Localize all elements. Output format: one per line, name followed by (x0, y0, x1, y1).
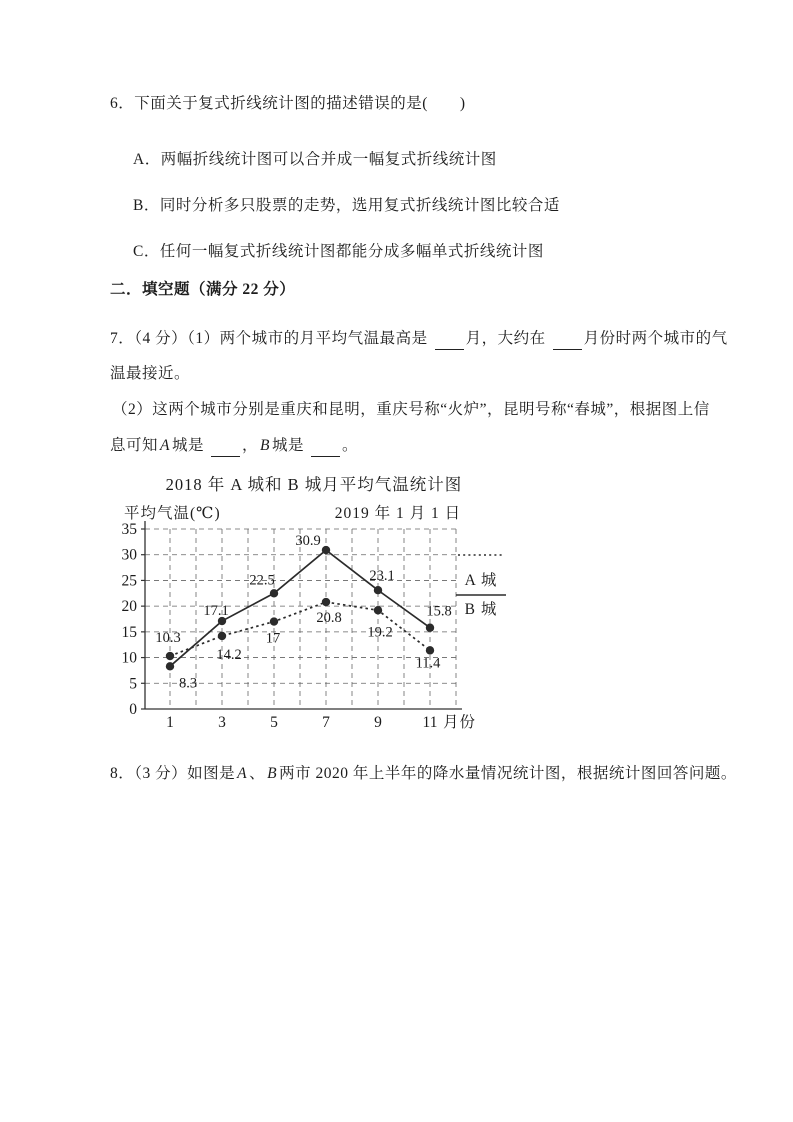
answer-blank (211, 441, 240, 458)
svg-text:10.3: 10.3 (155, 630, 181, 647)
q7p2-text-5: 。 (342, 437, 359, 454)
q8-text-3: 两市 2020 年上半年的降水量情况统计图，根据统计图回答问题。 (279, 765, 737, 782)
answer-blank (435, 334, 464, 351)
svg-text:14.2: 14.2 (216, 646, 242, 663)
answer-blank (311, 441, 340, 458)
q7p2-text-1: 息可知 (110, 437, 159, 454)
q8-text-2: 、 (249, 765, 266, 782)
q7-text-3: 月份时两个城市的气 (583, 330, 728, 347)
svg-text:9: 9 (374, 714, 382, 731)
svg-text:20: 20 (121, 598, 137, 616)
q7p2-text-3: ， (242, 437, 259, 454)
svg-text:19.2: 19.2 (367, 624, 393, 641)
chart-x-axis-label: 月份 (443, 714, 477, 731)
legend-label-city-b: B 城 (464, 601, 498, 618)
answer-blank (553, 334, 582, 351)
svg-text:30.9: 30.9 (295, 533, 321, 550)
question-6-option-b: B．同时分析多只股票的走势，选用复式折线统计图比较合适 (133, 197, 560, 214)
chart-plot-area (122, 521, 463, 731)
q7p2-text-2: 城是 (171, 437, 204, 454)
svg-text:8.3: 8.3 (178, 675, 198, 692)
question-6-option-c: C．任何一幅复式折线统计图都能分成多幅单式折线统计图 (133, 243, 544, 260)
svg-text:7: 7 (322, 714, 330, 731)
svg-text:25: 25 (121, 572, 137, 590)
chart-legend (456, 555, 506, 618)
chart-date-note: 2019 年 1 月 1 日 (334, 505, 462, 522)
svg-text:10: 10 (121, 649, 137, 667)
temperature-line-chart (100, 468, 580, 748)
legend-label-city-a: A 城 (464, 572, 498, 589)
chart-title: 2018 年 A 城和 B 城月平均气温统计图 (165, 475, 463, 494)
city-a-letter: A (160, 437, 170, 454)
section-2-header: 二．填空题（满分 22 分） (110, 281, 296, 298)
svg-text:23.1: 23.1 (369, 568, 395, 585)
svg-text:15: 15 (121, 623, 137, 641)
question-7-part-2-line-2 (110, 435, 358, 457)
q7p2-text-4: 城是 (271, 437, 304, 454)
svg-text:22.5: 22.5 (249, 572, 275, 589)
svg-text:35: 35 (121, 521, 137, 538)
q7-text-2: 月，大约在 (465, 330, 546, 347)
city-a-letter: A (237, 765, 248, 782)
svg-text:11: 11 (422, 714, 438, 731)
question-6-stem: 6．下面关于复式折线统计图的描述错误的是( ) (110, 95, 466, 112)
svg-text:3: 3 (218, 714, 226, 731)
svg-text:1: 1 (166, 714, 174, 731)
q8-text-1: 8．（3 分）如图是 (110, 765, 236, 782)
question-6-option-a: A．两幅折线统计图可以合并成一幅复式折线统计图 (133, 151, 497, 168)
svg-text:11.4: 11.4 (415, 655, 441, 672)
q7-text-1: 7．（4 分）（1）两个城市的月平均气温最高是 (110, 330, 428, 347)
svg-text:15.8: 15.8 (426, 603, 452, 620)
question-7-line-2: 温最接近。 (110, 365, 191, 382)
city-b-letter: B (260, 437, 270, 454)
svg-text:0: 0 (129, 701, 137, 718)
question-8-stem (110, 763, 737, 785)
svg-text:5: 5 (129, 675, 137, 693)
question-7-part-2-line-1: （2）这两个城市分别是重庆和昆明，重庆号称“火炉”，昆明号称“春城”，根据图上信 (112, 401, 710, 418)
question-7-line-1 (110, 328, 728, 350)
svg-text:5: 5 (270, 714, 278, 731)
svg-text:17: 17 (265, 630, 281, 647)
svg-text:30: 30 (121, 546, 137, 564)
svg-text:17.1: 17.1 (203, 603, 229, 620)
svg-text:20.8: 20.8 (316, 610, 342, 627)
city-b-letter: B (267, 765, 278, 782)
chart-y-axis-label: 平均气温(℃) (124, 505, 221, 522)
